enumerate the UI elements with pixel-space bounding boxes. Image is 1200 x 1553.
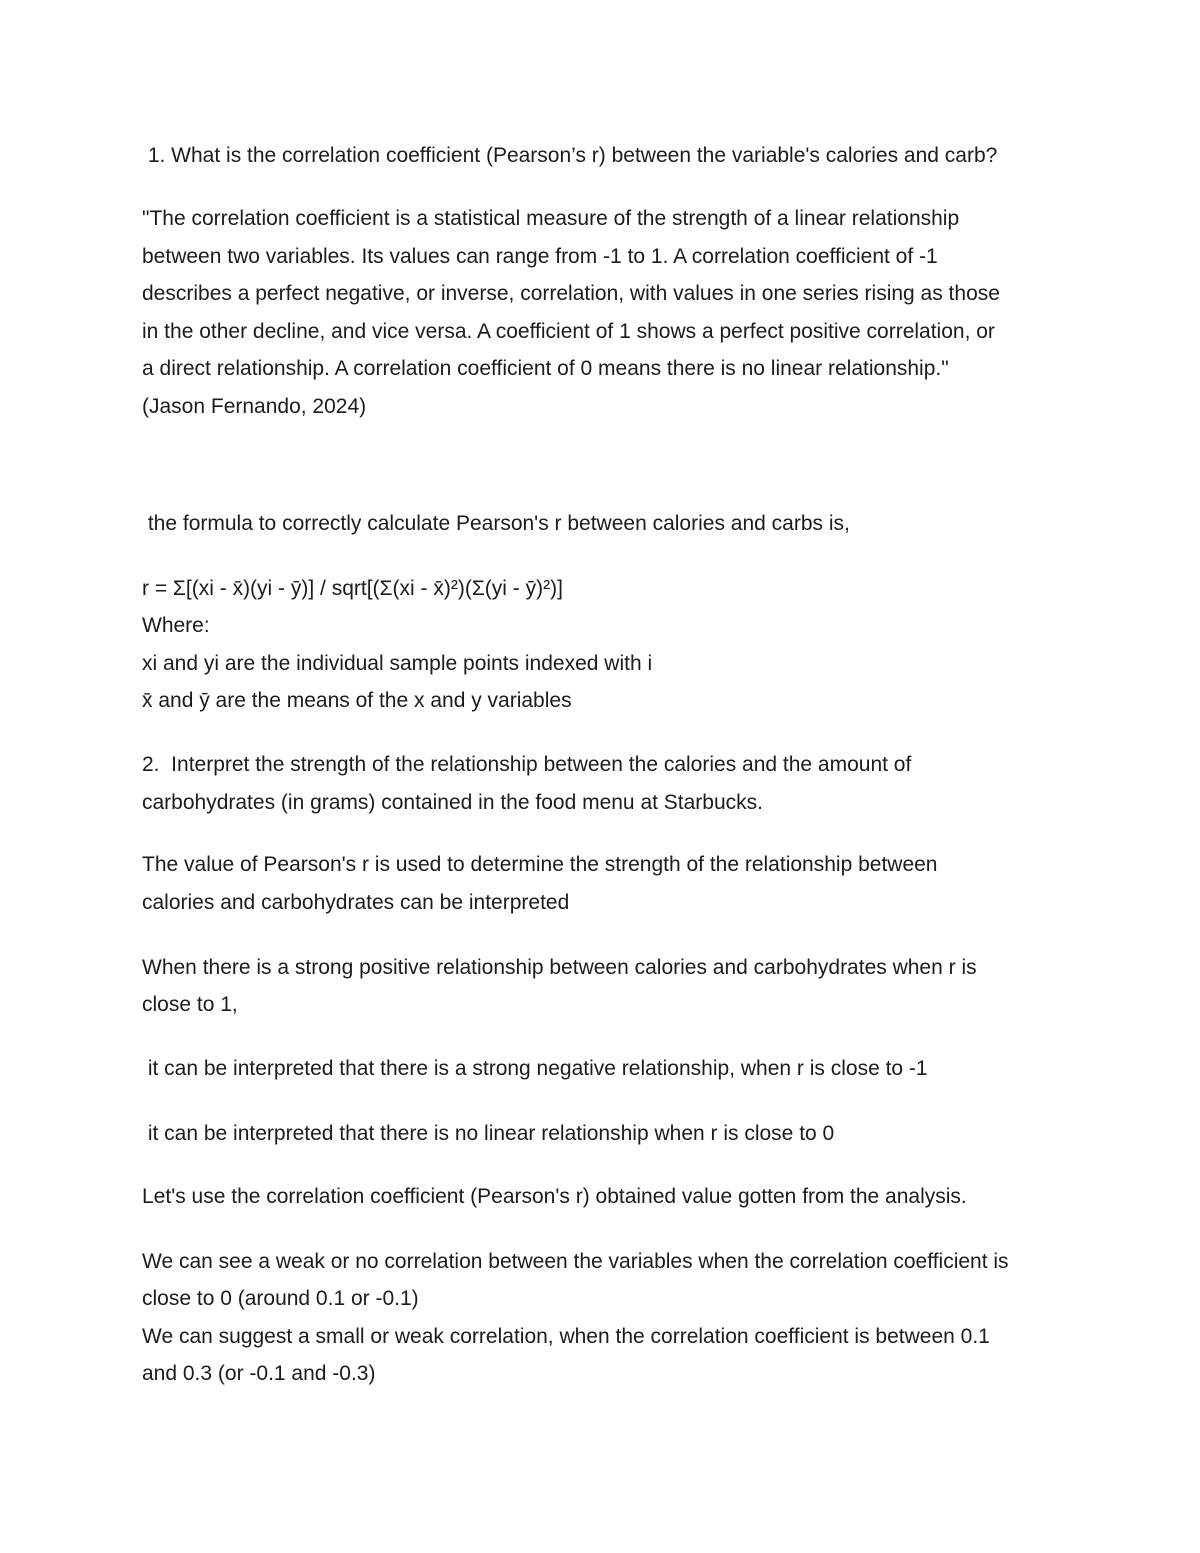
paragraph-line: it can be interpreted that there is no linear relationship when r is close to 0 bbox=[142, 1122, 835, 1145]
paragraph-line: We can suggest a small or weak correlation, when the correlation coefficient is between 0.1 bbox=[142, 1325, 990, 1348]
where-label: Where: bbox=[142, 614, 210, 637]
quote-line: between two variables. Its values can range from -1 to 1. A correlation coefficient of -1 bbox=[142, 245, 938, 268]
paragraph-line: calories and carbohydrates can be interpreted bbox=[142, 891, 570, 914]
question-2: 2. Interpret the strength of the relationship between the calories and the amount of bbox=[142, 753, 912, 776]
formula: r = Σ[(xi - x̄)(yi - ȳ)] / sqrt[(Σ(xi - x̄)²)(Σ(yi - ȳ)²)] bbox=[142, 577, 563, 600]
formula-intro: the formula to correctly calculate Pearson's r between calories and carbs is, bbox=[142, 512, 850, 535]
paragraph-line: Let's use the correlation coefficient (Pearson's r) obtained value gotten from the analysis. bbox=[142, 1185, 967, 1208]
paragraph-line: close to 0 (around 0.1 or -0.1) bbox=[142, 1287, 419, 1310]
quote-line: describes a perfect negative, or inverse, correlation, with values in one series rising as those bbox=[142, 282, 1000, 305]
question-1: 1. What is the correlation coefficient (Pearson’s r) between the variable's calories and carb? bbox=[142, 144, 998, 167]
question-2: carbohydrates (in grams) contained in the food menu at Starbucks. bbox=[142, 791, 763, 814]
citation: (Jason Fernando, 2024) bbox=[142, 395, 367, 418]
paragraph-line: close to 1, bbox=[142, 993, 238, 1016]
paragraph-line: and 0.3 (or -0.1 and -0.3) bbox=[142, 1362, 376, 1385]
where-item: xi and yi are the individual sample points indexed with i bbox=[142, 652, 653, 675]
paragraph-line: When there is a strong positive relationship between calories and carbohydrates when r is bbox=[142, 956, 977, 979]
quote-line: a direct relationship. A correlation coefficient of 0 means there is no linear relationship." bbox=[142, 357, 949, 380]
paragraph-line: it can be interpreted that there is a strong negative relationship, when r is close to -1 bbox=[142, 1057, 928, 1080]
quote-line: "The correlation coefficient is a statistical measure of the strength of a linear relationship bbox=[142, 207, 960, 230]
paragraph-line: We can see a weak or no correlation between the variables when the correlation coefficient is bbox=[142, 1250, 1009, 1273]
where-item: x̄ and ȳ are the means of the x and y variables bbox=[142, 689, 572, 712]
paragraph-line: The value of Pearson's r is used to determine the strength of the relationship between bbox=[142, 853, 938, 876]
quote-line: in the other decline, and vice versa. A coefficient of 1 shows a perfect positive correlation, or bbox=[142, 320, 995, 343]
